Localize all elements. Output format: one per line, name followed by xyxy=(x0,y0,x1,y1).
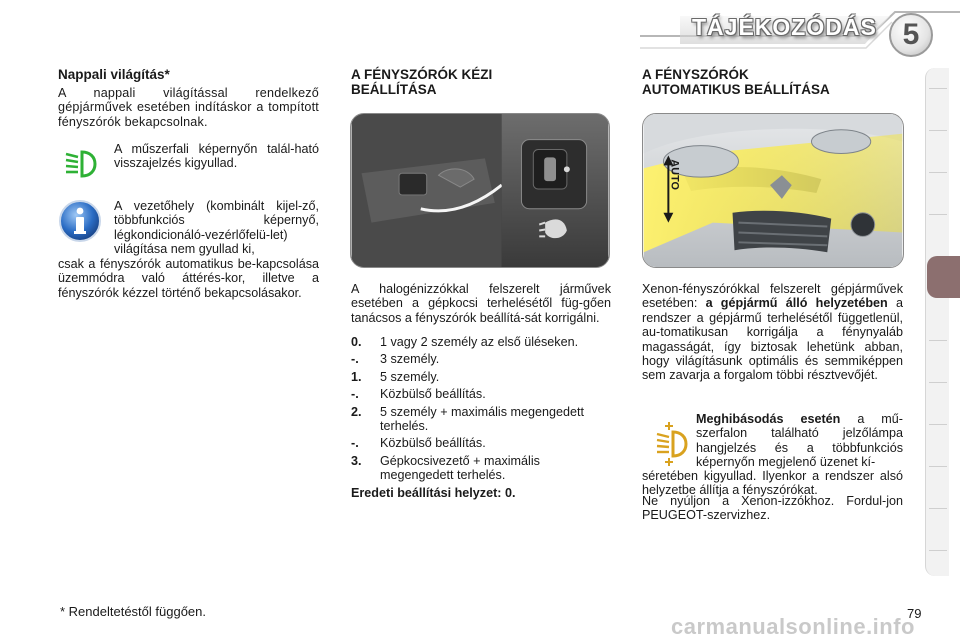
chapter-title: TÁJÉKOZÓDÁS xyxy=(692,14,877,40)
tab-divider xyxy=(929,466,947,467)
daytime-lights-intro: A nappali világítással rendelkező gépjárművek esetében indításkor a tompított fényszórók bekapcsolnak. xyxy=(58,86,319,129)
headlamp-adjust-dial-photo xyxy=(350,113,610,268)
tab-divider xyxy=(929,382,947,383)
section-heading-manual-adjust xyxy=(351,67,492,97)
info-icon xyxy=(57,198,103,244)
list-item: 3. Gépkocsivezető + maximális megengedett terhelés. xyxy=(351,453,540,483)
info-text-first: A vezetőhely (kombinált kijel-ző, többfunkciós képernyő, légkondicionáló-vezérlőfelü-let) világítása nem gyullad ki, xyxy=(114,199,319,257)
tab-divider xyxy=(929,340,947,341)
automatic-adjust-text: Xenon-fényszórókkal felszerelt gépjárművek esetében: a gépjármű álló helyzetében a rendszer a gépjármű terhelésétől függetlenül, au-tomatikusan korrigálja a fénynyaláb magasságát, így biztosak lehetünk abban, hogy világításunk optimális és semmiképpen sem zavarja a forgalom többi résztvevőjét. xyxy=(642,282,903,383)
tab-divider xyxy=(929,130,947,131)
fault-text-continuation: séretében kigyullad. Ilyenkor a rendszer alsó helyzetbe állítja a fényszórókat. xyxy=(642,469,903,498)
page-number: 79 xyxy=(907,606,922,621)
default-setting-note: Eredeti beállítási helyzet: 0. xyxy=(351,485,516,500)
tab-divider xyxy=(929,88,947,89)
heading-line: A FÉNYSZÓRÓK xyxy=(642,67,749,82)
heading-line: BEÁLLÍTÁSA xyxy=(351,82,437,97)
footnote: * Rendeltetéstől függően. xyxy=(60,604,206,619)
list-item: 2. 5 személy + maximális megengedett terhelés. xyxy=(351,404,585,434)
tab-divider xyxy=(929,172,947,173)
load-position-list xyxy=(351,335,611,500)
section-heading-daytime-lights: Nappali világítás* xyxy=(58,67,170,82)
indicator-lamp-text: A műszerfali képernyőn talál-ható visszajelzés kigyullad. xyxy=(114,142,319,171)
list-item: -. 3 személy. xyxy=(351,352,440,367)
chapter-number-badge: 5 xyxy=(889,13,933,57)
chapter-tab-active[interactable] xyxy=(927,256,960,298)
car-front-auto-beam-photo xyxy=(642,113,904,268)
tab-divider xyxy=(929,214,947,215)
chapter-tab-strip xyxy=(925,68,949,576)
list-item: 1. 5 személy. xyxy=(351,369,440,384)
heading-line: AUTOMATIKUS BEÁLLÍTÁSA xyxy=(642,82,830,97)
tab-divider xyxy=(929,550,947,551)
manual-adjust-intro: A halogénizzókkal felszerelt járművek esetében a gépkocsi terhelésétől füg-gően tanácsos a fényszórók beállítá-sát korrigálni. xyxy=(351,282,611,325)
tab-divider xyxy=(929,508,947,509)
info-text-continuation: csak a fényszórók automatikus be-kapcsolása üzemmódra való áttérés-kor, illetve a fényszórók kézzel történő bekapcsolásakor. xyxy=(58,257,319,300)
dipped-beam-lamp-icon xyxy=(58,140,108,188)
headlamp-fault-warning-icon xyxy=(645,420,695,468)
list-item: 0. 1 vagy 2 személy az első üléseken. xyxy=(351,335,579,349)
list-item: -. Közbülső beállítás. xyxy=(351,387,486,402)
watermark: carmanualsonline.info xyxy=(671,614,915,639)
svg-text:AUTO: AUTO xyxy=(668,159,681,190)
section-heading-automatic-adjust xyxy=(642,67,830,97)
fault-text-first: Meghibásodás esetén a mű-szerfalon található jelzőlámpa hangjelzés és a többfunkciós képernyőn megjelenő üzenet kí- xyxy=(696,412,903,470)
xenon-warning-text: Ne nyúljon a Xenon-izzókhoz. Fordul-jon PEUGEOT-szervizhez. xyxy=(642,494,903,523)
tab-divider xyxy=(929,424,947,425)
list-item: -. Közbülső beállítás. xyxy=(351,436,486,451)
heading-line: A FÉNYSZÓRÓK KÉZI xyxy=(351,67,493,82)
